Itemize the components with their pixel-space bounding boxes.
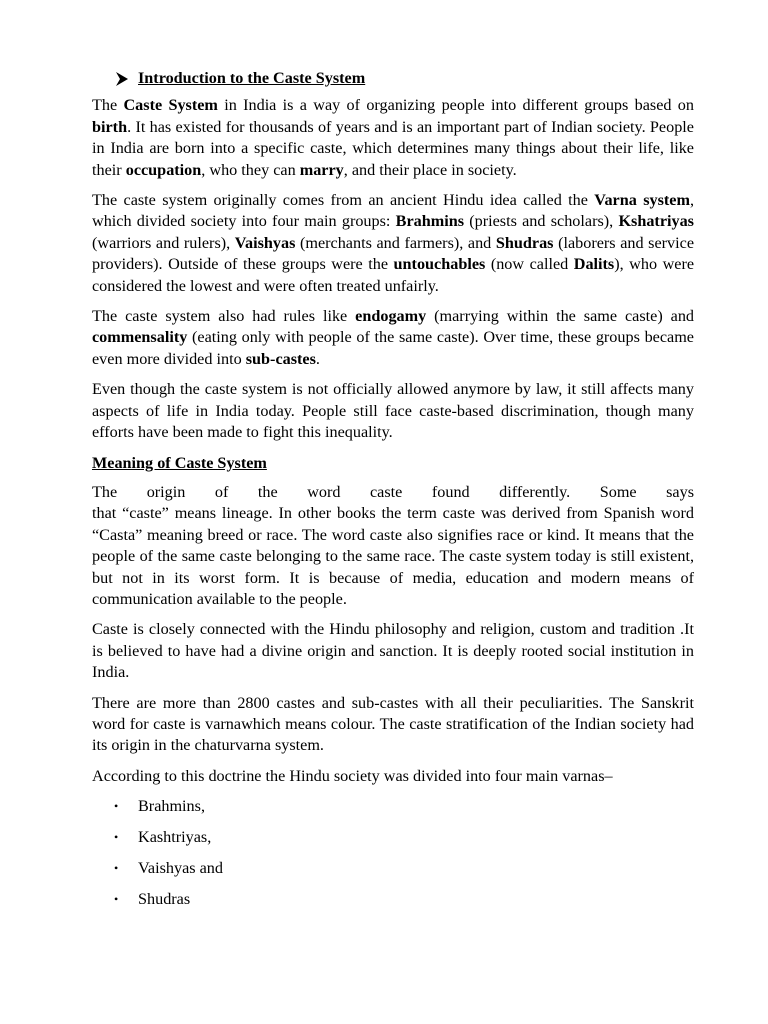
varna-list — [92, 796, 694, 910]
list-item-text: Brahmins, — [138, 796, 205, 815]
text-run: (priests and scholars), — [464, 212, 619, 231]
text-run: The — [92, 96, 124, 115]
text-run: (now called — [485, 255, 574, 274]
bold-term: endogamy — [355, 307, 427, 326]
list-item — [92, 889, 694, 910]
bold-term: Brahmins — [395, 212, 465, 231]
paragraph-5-first-line: The origin of the word caste found differently. Some says — [92, 482, 694, 501]
text-run: The caste system also had rules like — [92, 307, 356, 326]
bold-term: birth — [92, 117, 128, 136]
paragraph-5-rest: that “caste” means lineage. In other books the term caste was derived from Spanish word “Casta” meaning breed or race. The word caste also signifies race or kind. It means that the people of the same caste belonging to the same race. The caste system today is still existent, but not in its worst form. It is because of media, education and modern means of communication available to the people. — [92, 504, 694, 608]
text-run: ), who were considered the lowest and were often treated unfairly. — [92, 255, 695, 295]
bold-term: marry — [299, 160, 344, 179]
section-heading-meaning: Meaning of Caste System — [92, 453, 267, 472]
list-item-text: Shudras — [138, 889, 191, 908]
paragraph-8: According to this doctrine the Hindu society was divided into four main varnas– — [92, 766, 613, 785]
bold-term: Vaishyas — [234, 233, 296, 252]
arrow-bullet-icon — [116, 72, 128, 86]
list-item — [92, 827, 694, 848]
document-page — [92, 68, 694, 920]
text-run: , and their place in society. — [343, 160, 517, 179]
paragraph-5 — [92, 482, 694, 610]
text-run: (warriors and rulers), — [92, 233, 235, 252]
text-run: (laborers and service providers). Outside of these groups were the — [92, 233, 695, 274]
bold-term: Dalits — [573, 255, 615, 274]
list-item-text: Vaishyas and — [138, 858, 223, 877]
list-item — [92, 796, 694, 817]
text-run: , who they can — [201, 160, 300, 179]
list-item-text: Kashtriyas, — [138, 827, 212, 846]
paragraph-1 — [92, 95, 694, 181]
bold-term: Caste System — [123, 96, 218, 115]
text-run: The caste system originally comes from an ancient Hindu idea called the — [92, 191, 595, 210]
bold-term: Shudras — [495, 233, 554, 252]
bullet-dot-icon: • — [114, 891, 119, 906]
bold-term: untouchables — [393, 255, 486, 274]
paragraph-3 — [92, 306, 694, 370]
text-run: . It has existed for thousands of years and is an important part of Indian society. People in India are born into a specific caste, which determines many things about their life, like their — [92, 117, 694, 179]
text-run: (eating only with people of the same caste). Over time, these groups became even more divided into — [92, 328, 694, 368]
paragraph-4: Even though the caste system is not officially allowed anymore by law, it still affects many aspects of life in India today. People still face caste-based discrimination, though many efforts have been made to fight this inequality. — [92, 380, 694, 442]
text-run: in India is a way of organizing people into different groups based on — [217, 96, 694, 115]
bold-term: commensality — [92, 328, 188, 347]
bullet-dot-icon: • — [114, 798, 119, 813]
bold-term: sub-castes — [245, 349, 316, 368]
text-run: . — [315, 349, 320, 368]
paragraph-6: Caste is closely connected with the Hindu philosophy and religion, custom and tradition .It is believed to have had a divine origin and sanction. It is deeply rooted social institution in India. — [92, 620, 694, 682]
list-item — [92, 858, 694, 879]
paragraph-7: There are more than 2800 castes and sub-castes with all their peculiarities. The Sanskrit word for caste is varnawhich means colour. The caste stratification of the Indian society had its origin in the chaturvarna system. — [92, 693, 694, 755]
text-run: (merchants and farmers), and — [295, 233, 496, 252]
text-run: , which divided society into four main groups: — [92, 191, 694, 231]
bold-term: Kshatriyas — [618, 212, 694, 231]
section-heading-intro — [116, 68, 694, 89]
paragraph-2 — [92, 190, 694, 297]
bullet-dot-icon: • — [114, 829, 119, 844]
bold-term: occupation — [125, 160, 202, 179]
text-run: (marrying within the same caste) and — [426, 307, 695, 326]
bullet-dot-icon: • — [114, 860, 119, 875]
bold-term: Varna system — [594, 191, 690, 210]
heading-title: Introduction to the Caste System — [138, 69, 366, 87]
